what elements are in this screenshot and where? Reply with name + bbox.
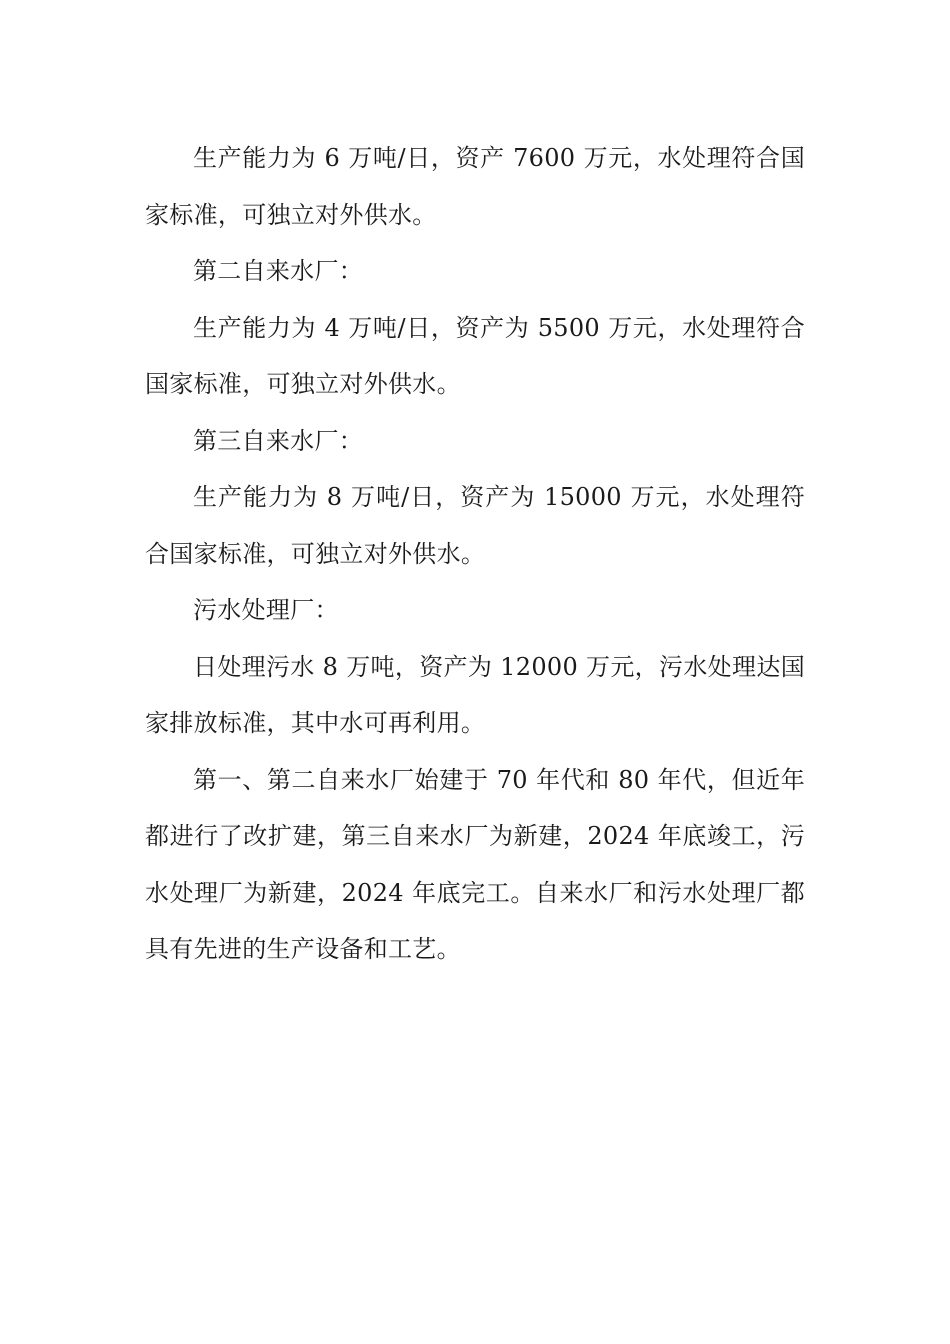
paragraph-plant2-capacity: 生产能力为 4 万吨/日，资产为 5500 万元，水处理符合国家标准，可独立对外供水。 bbox=[145, 313, 805, 398]
paragraph-plant1-capacity: 生产能力为 6 万吨/日，资产 7600 万元，水处理符合国家标准，可独立对外供水。 bbox=[145, 144, 805, 229]
heading-sewage-plant: 污水处理厂： bbox=[193, 596, 339, 624]
paragraph-sewage-capacity: 日处理污水 8 万吨，资产为 12000 万元，污水处理达国家排放标准，其中水可再利用。 bbox=[145, 652, 805, 737]
paragraph-construction-history: 第一、第二自来水厂始建于 70 年代和 80 年代，但近年都进行了改扩建，第三自来水厂为新建，2024 年底竣工，污水处理厂为新建，2024 年底完工。自来水厂和污水处理厂都具有先进的生产设备和工艺。 bbox=[145, 765, 805, 963]
paragraph-plant3-capacity: 生产能力为 8 万吨/日，资产为 15000 万元，水处理符合国家标准，可独立对外供水。 bbox=[145, 483, 805, 568]
document-page bbox=[145, 130, 805, 978]
heading-second-waterworks: 第二自来水厂： bbox=[193, 257, 364, 285]
heading-third-waterworks: 第三自来水厂： bbox=[193, 426, 364, 455]
